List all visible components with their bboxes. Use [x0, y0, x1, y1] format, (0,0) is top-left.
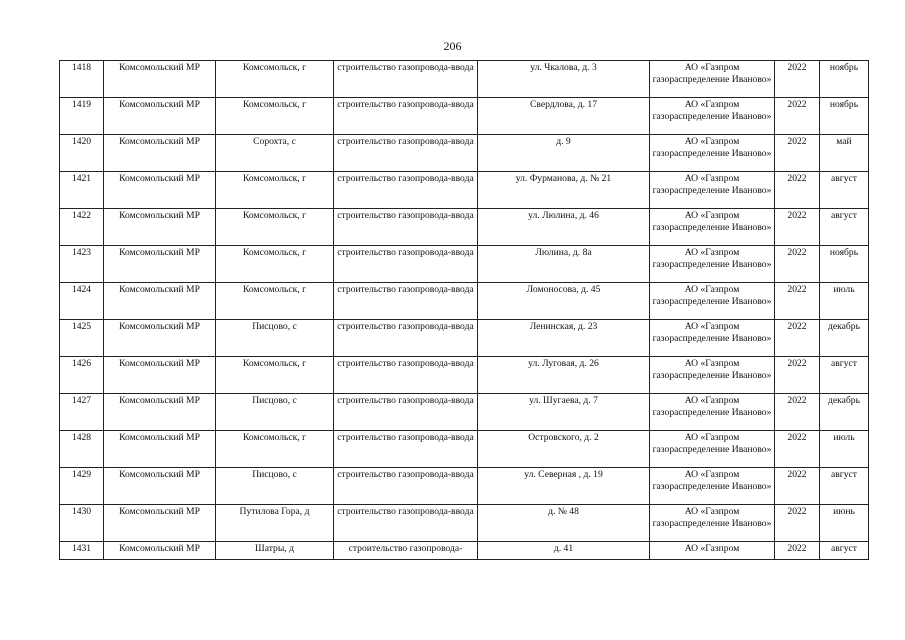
cell-operator: АО «Газпром газораспределение Иваново»	[650, 357, 775, 394]
cell-operator: АО «Газпром газораспределение Иваново»	[650, 98, 775, 135]
cell-month: июль	[820, 431, 869, 468]
cell-num: 1419	[60, 98, 104, 135]
cell-settlement: Писцово, с	[216, 320, 334, 357]
cell-month: август	[820, 209, 869, 246]
cell-operator: АО «Газпром газораспределение Иваново»	[650, 468, 775, 505]
cell-num: 1418	[60, 61, 104, 98]
table-row	[60, 209, 869, 246]
cell-month: ноябрь	[820, 98, 869, 135]
cell-address: д. 41	[478, 542, 650, 560]
cell-operator: АО «Газпром газораспределение Иваново»	[650, 172, 775, 209]
cell-district: Комсомольский МР	[104, 542, 216, 560]
cell-settlement: Путилова Гора, д	[216, 505, 334, 542]
cell-year: 2022	[775, 468, 820, 505]
cell-work: строительство газопровода-	[334, 542, 478, 560]
cell-year: 2022	[775, 357, 820, 394]
table-row	[60, 468, 869, 505]
cell-year: 2022	[775, 98, 820, 135]
cell-settlement: Писцово, с	[216, 394, 334, 431]
cell-settlement: Комсомольск, г	[216, 172, 334, 209]
cell-address: ул. Шугаева, д. 7	[478, 394, 650, 431]
cell-num: 1428	[60, 431, 104, 468]
cell-address: ул. Люлина, д. 46	[478, 209, 650, 246]
table-body	[60, 61, 869, 560]
cell-month: август	[820, 172, 869, 209]
cell-district: Комсомольский МР	[104, 209, 216, 246]
cell-num: 1430	[60, 505, 104, 542]
cell-operator: АО «Газпром	[650, 542, 775, 560]
table-row	[60, 246, 869, 283]
cell-work: строительство газопровода-ввода	[334, 357, 478, 394]
cell-district: Комсомольский МР	[104, 394, 216, 431]
cell-district: Комсомольский МР	[104, 172, 216, 209]
cell-year: 2022	[775, 542, 820, 560]
cell-address: Ленинская, д. 23	[478, 320, 650, 357]
cell-month: декабрь	[820, 394, 869, 431]
cell-num: 1422	[60, 209, 104, 246]
cell-operator: АО «Газпром газораспределение Иваново»	[650, 135, 775, 172]
cell-work: строительство газопровода-ввода	[334, 468, 478, 505]
cell-district: Комсомольский МР	[104, 320, 216, 357]
table-row	[60, 505, 869, 542]
cell-year: 2022	[775, 505, 820, 542]
cell-year: 2022	[775, 431, 820, 468]
cell-address: д. № 48	[478, 505, 650, 542]
cell-settlement: Комсомольск, г	[216, 431, 334, 468]
cell-work: строительство газопровода-ввода	[334, 320, 478, 357]
cell-district: Комсомольский МР	[104, 135, 216, 172]
table-row	[60, 172, 869, 209]
cell-work: строительство газопровода-ввода	[334, 246, 478, 283]
cell-address: Ломоносова, д. 45	[478, 283, 650, 320]
cell-year: 2022	[775, 209, 820, 246]
table-row	[60, 394, 869, 431]
cell-settlement: Комсомольск, г	[216, 61, 334, 98]
cell-settlement: Сорохта, с	[216, 135, 334, 172]
cell-work: строительство газопровода-ввода	[334, 61, 478, 98]
table-row	[60, 320, 869, 357]
cell-num: 1427	[60, 394, 104, 431]
cell-num: 1420	[60, 135, 104, 172]
table-row	[60, 135, 869, 172]
cell-work: строительство газопровода-ввода	[334, 98, 478, 135]
cell-month: август	[820, 468, 869, 505]
cell-year: 2022	[775, 172, 820, 209]
cell-month: август	[820, 357, 869, 394]
cell-year: 2022	[775, 283, 820, 320]
cell-operator: АО «Газпром газораспределение Иваново»	[650, 209, 775, 246]
cell-month: ноябрь	[820, 246, 869, 283]
cell-settlement: Комсомольск, г	[216, 357, 334, 394]
cell-operator: АО «Газпром газораспределение Иваново»	[650, 283, 775, 320]
cell-district: Комсомольский МР	[104, 357, 216, 394]
cell-work: строительство газопровода-ввода	[334, 135, 478, 172]
cell-work: строительство газопровода-ввода	[334, 172, 478, 209]
cell-year: 2022	[775, 394, 820, 431]
cell-settlement: Комсомольск, г	[216, 209, 334, 246]
cell-month: июль	[820, 283, 869, 320]
cell-operator: АО «Газпром газораспределение Иваново»	[650, 431, 775, 468]
cell-settlement: Комсомольск, г	[216, 283, 334, 320]
cell-operator: АО «Газпром газораспределение Иваново»	[650, 505, 775, 542]
cell-year: 2022	[775, 61, 820, 98]
cell-district: Комсомольский МР	[104, 98, 216, 135]
cell-address: Люлина, д. 8а	[478, 246, 650, 283]
cell-district: Комсомольский МР	[104, 431, 216, 468]
cell-num: 1429	[60, 468, 104, 505]
cell-address: ул. Чкалова, д. 3	[478, 61, 650, 98]
cell-address: д. 9	[478, 135, 650, 172]
cell-num: 1421	[60, 172, 104, 209]
cell-year: 2022	[775, 320, 820, 357]
cell-year: 2022	[775, 135, 820, 172]
page-number: 206	[443, 39, 462, 53]
cell-work: строительство газопровода-ввода	[334, 283, 478, 320]
cell-num: 1431	[60, 542, 104, 560]
cell-settlement: Комсомольск, г	[216, 246, 334, 283]
table-row	[60, 61, 869, 98]
cell-month: июнь	[820, 505, 869, 542]
cell-settlement: Комсомольск, г	[216, 98, 334, 135]
table-row	[60, 431, 869, 468]
cell-district: Комсомольский МР	[104, 246, 216, 283]
cell-num: 1424	[60, 283, 104, 320]
cell-month: май	[820, 135, 869, 172]
cell-num: 1423	[60, 246, 104, 283]
cell-address: ул. Фурманова, д. № 21	[478, 172, 650, 209]
table-row	[60, 357, 869, 394]
cell-settlement: Шатры, д	[216, 542, 334, 560]
cell-address: ул. Луговая, д. 26	[478, 357, 650, 394]
cell-work: строительство газопровода-ввода	[334, 431, 478, 468]
cell-operator: АО «Газпром газораспределение Иваново»	[650, 394, 775, 431]
cell-operator: АО «Газпром газораспределение Иваново»	[650, 320, 775, 357]
table-row	[60, 542, 869, 560]
table-row	[60, 98, 869, 135]
cell-work: строительство газопровода-ввода	[334, 505, 478, 542]
cell-district: Комсомольский МР	[104, 61, 216, 98]
cell-num: 1425	[60, 320, 104, 357]
cell-address: Свердлова, д. 17	[478, 98, 650, 135]
cell-num: 1426	[60, 357, 104, 394]
cell-work: строительство газопровода-ввода	[334, 394, 478, 431]
cell-address: Островского, д. 2	[478, 431, 650, 468]
cell-work: строительство газопровода-ввода	[334, 209, 478, 246]
cell-district: Комсомольский МР	[104, 283, 216, 320]
cell-operator: АО «Газпром газораспределение Иваново»	[650, 61, 775, 98]
gas-connection-table	[59, 60, 869, 560]
cell-district: Комсомольский МР	[104, 468, 216, 505]
table-row	[60, 283, 869, 320]
cell-month: декабрь	[820, 320, 869, 357]
cell-year: 2022	[775, 246, 820, 283]
cell-operator: АО «Газпром газораспределение Иваново»	[650, 246, 775, 283]
cell-month: ноябрь	[820, 61, 869, 98]
cell-address: ул. Северная , д. 19	[478, 468, 650, 505]
cell-month: август	[820, 542, 869, 560]
cell-settlement: Писцово, с	[216, 468, 334, 505]
cell-district: Комсомольский МР	[104, 505, 216, 542]
